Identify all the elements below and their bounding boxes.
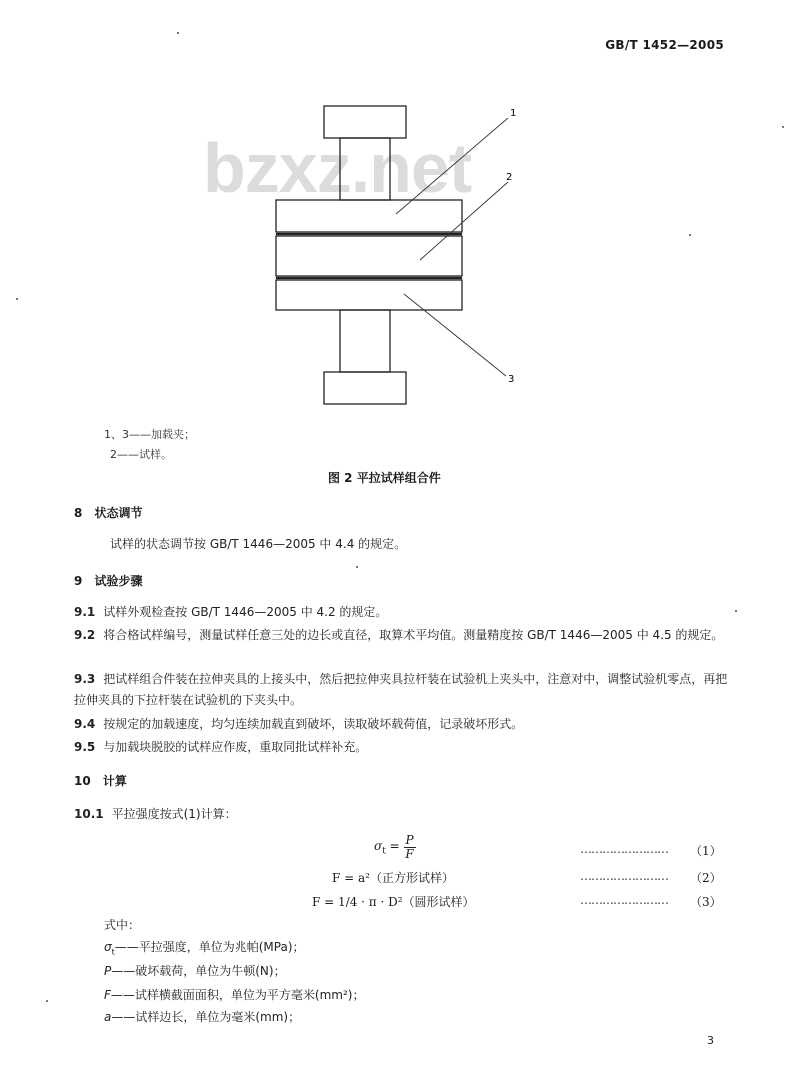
equation-1: $\sigma_t$ = $\frac{P}{F}$ [374, 833, 414, 861]
scan-speck [177, 32, 179, 34]
section-title: 试验步骤 [94, 574, 143, 588]
legend-item-2: 2——试样。 [110, 448, 172, 461]
scan-speck [782, 126, 784, 128]
clause-text: 平拉强度按式(1)计算： [111, 807, 237, 821]
clause-number: 10.1 [74, 807, 104, 821]
page-number: 3 [707, 1034, 714, 1047]
symbol-sub: t [111, 947, 115, 957]
callout-1: 1 [510, 108, 517, 119]
section-title: 计算 [102, 774, 127, 788]
leader-line-2 [420, 182, 508, 260]
callout-3: 3 [508, 374, 515, 385]
section-10-heading [74, 772, 127, 789]
scan-speck [16, 298, 18, 300]
section-number: 10 [74, 774, 91, 788]
scan-speck [735, 610, 737, 612]
clause-text: 把试样组合件装在拉伸夹具的上接头中，然后把拉伸夹具拉杆装在试验机上夹头中，注意对中，调整试验机零点，再把拉伸夹具的下拉杆装在试验机的下夹头中。 [74, 672, 728, 707]
section-8-text: 试样的状态调节按 GB/T 1446—2005 中 4.4 的规定。 [110, 537, 407, 551]
scan-speck [356, 566, 358, 568]
eq-3-label: （3） [690, 895, 722, 909]
section-number: 9 [74, 574, 83, 588]
section-8-heading [74, 504, 143, 521]
eq-denominator: F [405, 847, 414, 861]
clause-number: 9.3 [74, 672, 96, 686]
standard-code-header: GB/T 1452—2005 [605, 38, 724, 52]
clause-number: 9.2 [74, 628, 96, 642]
symbol: a [104, 1010, 112, 1024]
eq-1-label: （1） [690, 844, 722, 858]
equation-2: F = a²（正方形试样） [332, 871, 454, 885]
clause-text: 将合格试样编号，测量试样任意三处的边长或直径，取算术平均值。测量精度按 GB/T 1446—2005 中 4.5 的规定。 [103, 628, 724, 642]
leader-line-3 [404, 294, 506, 376]
upper-loading-block [276, 200, 462, 232]
upper-rod [340, 138, 390, 200]
clause-9-3 [74, 669, 734, 711]
symbol: σ [104, 940, 112, 954]
symbol-desc: ——平拉强度，单位为兆帕(MPa)； [114, 940, 305, 954]
watermark: bzxz.net [203, 129, 472, 207]
scan-speck [689, 234, 691, 236]
symbol-f [104, 986, 364, 1003]
eq-3-leader-dots: …………………… [580, 893, 668, 907]
section-9-heading [74, 572, 143, 589]
clause-9-2 [74, 625, 734, 646]
clause-10-1 [74, 804, 237, 825]
upper-block [324, 106, 406, 138]
eq-2-label: （2） [690, 871, 722, 885]
clause-9-1 [74, 602, 734, 623]
callout-2: 2 [506, 172, 513, 183]
equation-3: F = 1/4 · π · D²（圆形试样） [312, 895, 475, 909]
section-number: 8 [74, 506, 83, 520]
scan-speck [46, 1000, 48, 1002]
symbol-desc: ——试样横截面面积，单位为平方毫米(mm²)； [110, 988, 365, 1002]
lower-rod [340, 310, 390, 372]
figure-caption: 图 2 平拉试样组合件 [328, 471, 441, 485]
clause-9-4 [74, 714, 734, 735]
section-title: 状态调节 [94, 506, 143, 520]
clause-text: 试样外观检查按 GB/T 1446—2005 中 4.2 的规定。 [103, 605, 388, 619]
lower-loading-block [276, 280, 462, 310]
where-intro: 式中： [104, 918, 141, 932]
symbol-desc: ——试样边长，单位为毫米(mm)； [111, 1010, 301, 1024]
lower-block [324, 372, 406, 404]
symbol: P [104, 964, 112, 978]
eq-lhs-sub: t [382, 846, 386, 857]
clause-text: 按规定的加载速度，均匀连续加载直到破坏，读取破坏载荷值，记录破坏形式。 [103, 717, 524, 731]
clause-number: 9.5 [74, 740, 96, 754]
clause-text: 与加载块脱胶的试样应作废，重取同批试样补充。 [103, 740, 368, 754]
eq-numerator: P [405, 833, 414, 847]
clause-number: 9.1 [74, 605, 96, 619]
clause-9-5 [74, 737, 734, 758]
symbol-sigma-t [104, 938, 305, 956]
eq-1-leader-dots: …………………… [580, 842, 668, 856]
clause-number: 9.4 [74, 717, 96, 731]
specimen [276, 236, 462, 276]
legend-item-1: 1、3——加载夹； [104, 428, 195, 441]
eq-2-leader-dots: …………………… [580, 869, 668, 883]
eq-lhs: σ [374, 838, 383, 853]
specimen-assembly-figure [260, 100, 540, 410]
symbol-a [104, 1008, 300, 1025]
symbol: F [104, 988, 111, 1002]
symbol-p [104, 962, 286, 979]
symbol-desc: ——破坏载荷，单位为牛顿(N)； [111, 964, 286, 978]
